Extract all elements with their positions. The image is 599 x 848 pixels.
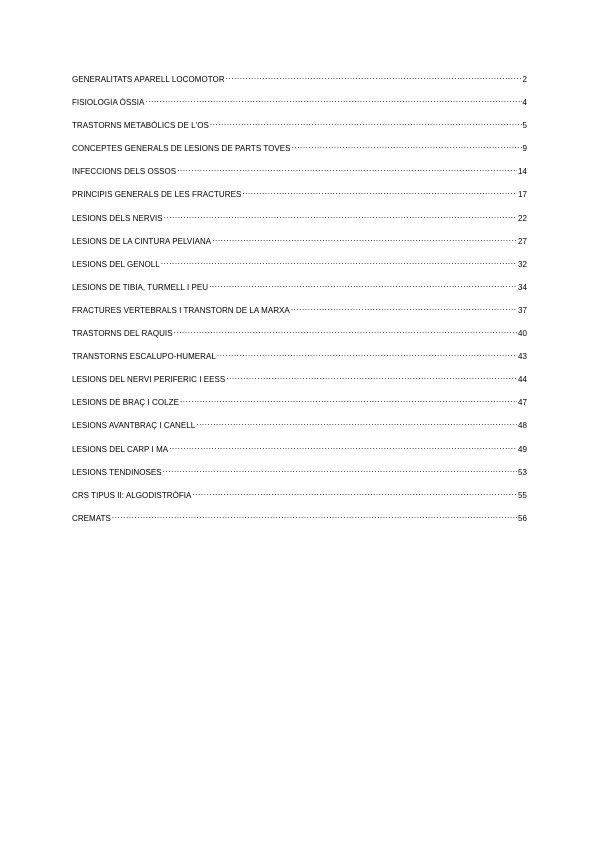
toc-entry-title: TRASTORNS DEL RAQUIS [72,329,173,339]
toc-entry[interactable] [72,72,527,95]
toc-dot-leader [291,303,517,313]
toc-dot-leader [112,511,517,521]
toc-entry[interactable] [72,418,527,441]
toc-entry[interactable] [72,511,527,534]
toc-entry-title: CRS TIPUS II: ALGODISTRÒFIA [72,490,192,500]
toc-entry-title: LESIONS DEL CARP I MA [72,444,169,454]
toc-entry-page: 27 [518,236,527,246]
toc-entry-title: LESIONS TENDINOSES [72,467,162,477]
toc-entry-title: CONCEPTES GENERALS DE LESIONS DE PARTS TOVES [72,144,291,154]
toc-dot-leader [226,372,517,382]
toc-entry-title: PRINCIPIS GENERALS DE LES FRACTURES [72,190,242,200]
toc-entry-page: 32 [518,259,527,269]
toc-entry-page: 47 [518,398,527,408]
toc-entry-title: LESIONS DE BRAÇ I COLZE [72,398,179,408]
toc-entry-title: LESIONS DE LA CINTURA PELVIANA [72,236,212,246]
toc-dot-leader [292,141,522,151]
toc-entry[interactable] [72,372,527,395]
toc-entry-title: LESIONS DEL GENOLL [72,259,160,269]
toc-entry-title: FRACTURES VERTEBRALS I TRANSTORN DE LA MARXA [72,305,290,315]
toc-entry[interactable] [72,349,527,372]
toc-entry-title: GENERALITATS APARELL LOCOMOTOR [72,75,225,84]
toc-entry[interactable] [72,488,527,511]
toc-entry-page: 56 [518,513,527,523]
toc-entry-page: 43 [518,352,527,362]
toc-dot-leader [163,465,517,475]
toc-dot-leader [145,95,521,105]
toc-entry-title: INFECCIONS DELS OSSOS [72,167,177,177]
toc-entry[interactable] [72,141,527,164]
toc-dot-leader [217,349,517,359]
toc-entry[interactable] [72,395,527,418]
toc-entry[interactable] [72,118,527,141]
toc-entry-title: LESIONS AVANTBRAÇ I CANELL [72,421,196,431]
toc-dot-leader [174,326,517,336]
toc-entry[interactable] [72,465,527,488]
toc-dot-leader [161,257,517,267]
toc-entry-page: 37 [518,305,527,315]
toc-entry[interactable] [72,326,527,349]
toc-entry-page: 17 [518,190,527,200]
toc-dot-leader [164,211,517,221]
table-of-contents [72,72,527,534]
toc-entry[interactable] [72,442,527,465]
toc-dot-leader [212,234,517,244]
toc-entry-page: 5 [522,121,527,131]
toc-entry-title: TRASTORNS METABÒLICS DE L'OS [72,121,209,131]
toc-entry-page: 34 [518,282,527,292]
toc-dot-leader [196,418,517,428]
toc-entry[interactable] [72,234,527,257]
toc-entry-page: 22 [518,213,527,223]
toc-entry[interactable] [72,257,527,280]
toc-entry-page: 14 [518,167,527,177]
toc-dot-leader [177,164,517,174]
toc-dot-leader [210,118,522,128]
toc-entry-title: LESIONS DELS NERVIS [72,213,163,223]
toc-entry[interactable] [72,303,527,326]
toc-entry-page: 53 [518,467,527,477]
toc-entry[interactable] [72,280,527,303]
toc-entry-page: 49 [518,444,527,454]
toc-dot-leader [226,72,522,82]
toc-entry-title: LESIONS DE TIBIA, TURMELL I PEU [72,282,209,292]
toc-entry-page: 44 [518,375,527,385]
toc-dot-leader [192,488,517,498]
toc-entry-page: 48 [518,421,527,431]
toc-entry[interactable] [72,95,527,118]
toc-entry-page: 9 [522,144,527,154]
toc-entry-page: 2 [522,75,527,84]
toc-entry-page: 55 [518,490,527,500]
toc-dot-leader [180,395,517,405]
toc-entry-title: TRANSTORNS ESCALUPO-HUMERAL [72,352,216,362]
toc-entry[interactable] [72,164,527,187]
toc-entry-title: LESIONS DEL NERVI PERIFERIC I EESS [72,375,226,385]
toc-dot-leader [209,280,517,290]
toc-entry-page: 4 [522,98,527,108]
toc-entry[interactable] [72,187,527,210]
toc-entry-page: 40 [518,329,527,339]
toc-entry-title: CREMATS [72,513,111,523]
toc-dot-leader [169,442,517,452]
toc-entry[interactable] [72,211,527,234]
toc-dot-leader [242,187,517,197]
toc-entry-title: FISIOLOGIA ÒSSIA [72,98,145,108]
